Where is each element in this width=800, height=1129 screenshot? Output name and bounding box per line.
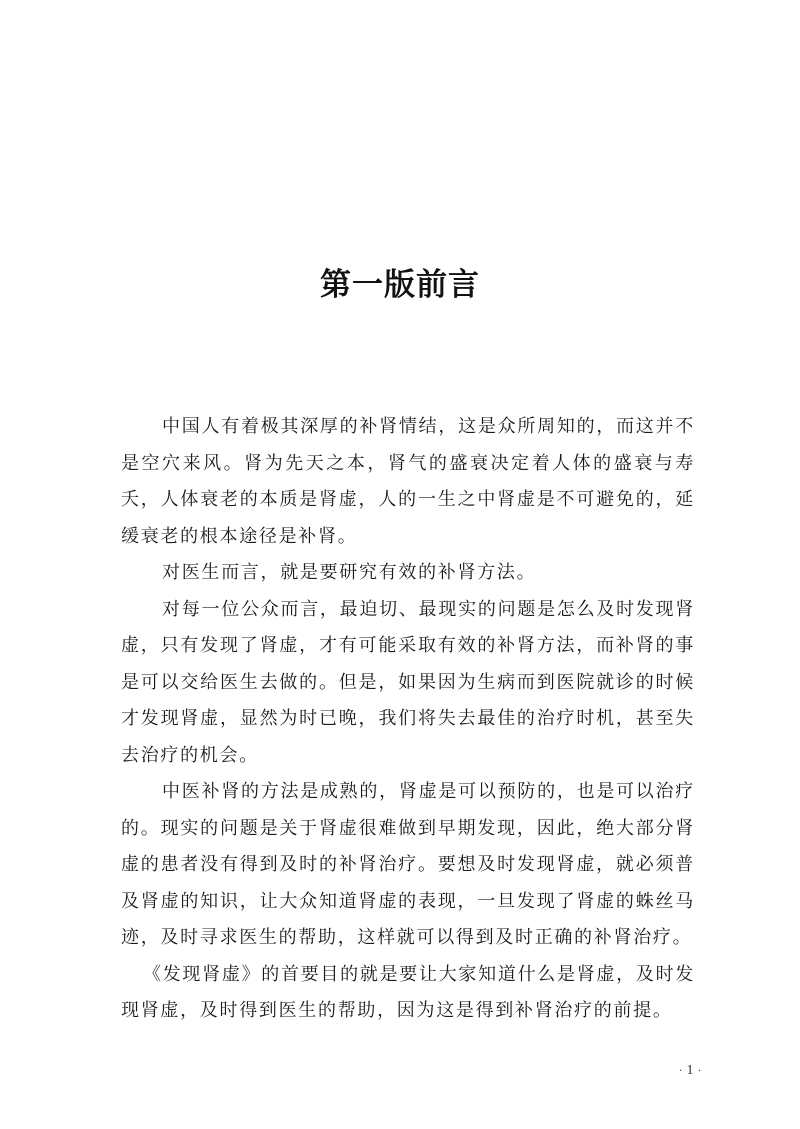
page-number-dot-left: ·: [678, 1063, 683, 1077]
page-number-dot-right: ·: [697, 1063, 702, 1077]
page-title: 第一版前言: [320, 266, 480, 303]
paragraph-1: 中国人有着极其深厚的补肾情结，这是众所周知的，而这并不是空穴来风。肾为先天之本，肾气的盛衰决定着人体的盛衰与寿夭，人体衰老的本质是肾虚，人的一生之中肾虚是不可避免的，延缓衰老的根本途径是补肾。: [121, 416, 695, 547]
preface-body: [121, 409, 695, 1030]
page-number-value: 1: [686, 1063, 694, 1078]
page-number: [660, 1061, 720, 1080]
paragraph-4: 中医补肾的方法是成熟的，肾虚是可以预防的，也是可以治疗的。现实的问题是关于肾虚很难做到早期发现，因此，绝大部分肾虚的患者没有得到及时的补肾治疗。要想及时发现肾虚，就必须普及肾虚的知识，让大众知道肾虚的表现，一旦发现了肾虚的蛛丝马迹，及时寻求医生的帮助，这样就可以得到及时正确的补肾治疗。: [121, 781, 695, 948]
paragraph-5: 《发现肾虚》的首要目的就是要让大家知道什么是肾虚，及时发现肾虚，及时得到医生的帮助，因为这是得到补肾治疗的前提。: [121, 963, 695, 1021]
paragraph-2: 对医生而言，就是要研究有效的补肾方法。: [162, 562, 537, 583]
paragraph-3: 对每一位公众而言，最迫切、最现实的问题是怎么及时发现肾虚，只有发现了肾虚，才有可能采取有效的补肾方法，而补肾的事是可以交给医生去做的。但是，如果因为生病而到医院就诊的时候才发现肾虚，显然为时已晚，我们将失去最佳的治疗时机，甚至失去治疗的机会。: [121, 598, 695, 766]
